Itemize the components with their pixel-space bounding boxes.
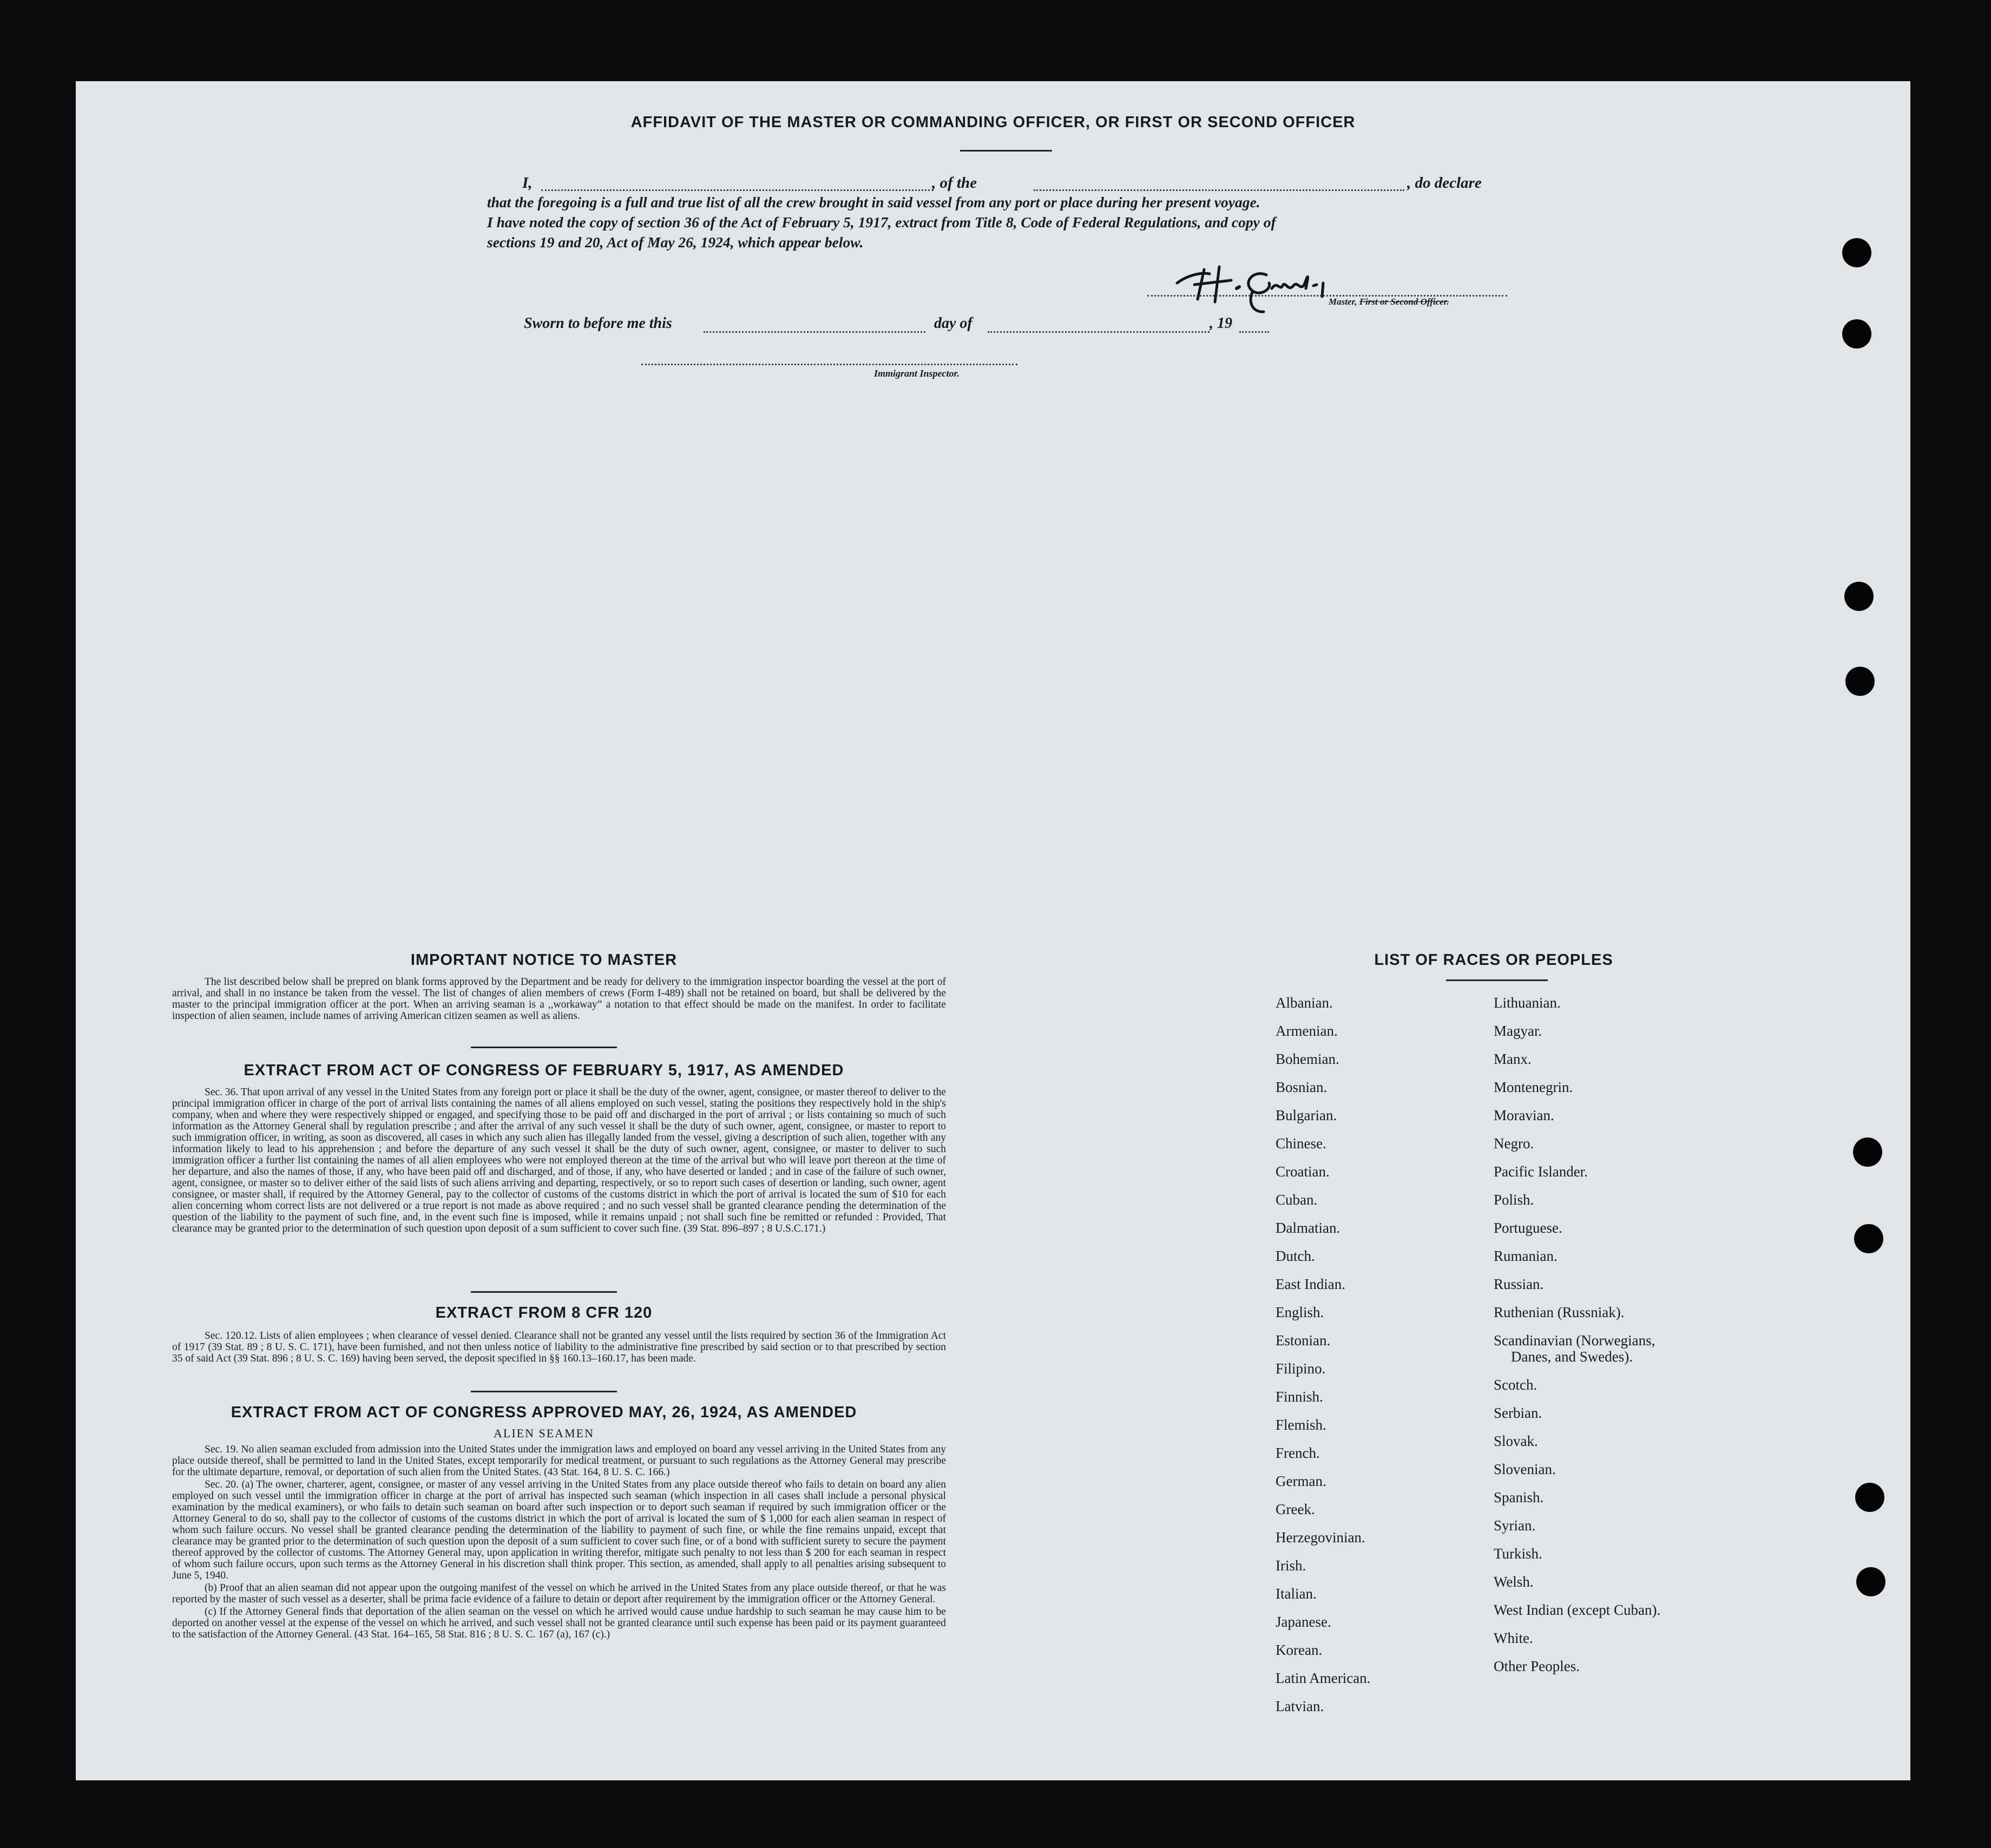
signature-line (1147, 295, 1507, 297)
inspector-line (641, 364, 1017, 365)
sec-120-paragraph: Sec. 120.12. Lists of alien employees ; when clearance of vessel denied. Clearance shall not be granted any vessel until the lists required by section 36 of the Immigration Act of 1917 (39 Stat. 89 ; 8 U. S. C. 171), have been furnished, and not then unless notice of liability to the administrative fine prescribed by said section or to that prescribed by section 35 of said Act (39 Stat. 896 ; 8 U. S. C. 169) having been served, the deposit specified in §§ 160.13–160.17, has been made. (172, 1330, 946, 1364)
sec-36-paragraph: Sec. 36. That upon arrival of any vessel in the United States from any foreign port or place it shall be the duty of the owner, agent, consignee, or master thereof to deliver to the principal immigration officer in charge of the port of arrival lists containing the names of all aliens employed on such vessel, stating the positions they respectively hold in the ship's company, when and where they were respectively shipped or engaged, and specifying those to be paid off and discharged in the port of arrival ; or lists containing so much of such information as the Attorney General shall by regulation prescribe ; and after the arrival of any such vessel it shall be the duty of such owner, agent, consignee, or master to report to such immigration officer, in writing, as soon as discovered, all cases in which any such alien has illegally landed from the vessel, giving a description of such alien, together with any information likely to lead to his apprehension ; and before the departure of any such vessel it shall be the duty of such owner, agent, consignee, or master to deliver to such immigration officer a further list containing the names of all alien employees who were not employed thereon at the time of the arrival but who will leave port thereon at the time of her departure, and also the names of those, if any, who have been paid off and discharged, and of those, if any, who have deserted or landed ; and in case of the failure of such owner, agent, consignee, or master so to deliver either of the said lists of such aliens arriving and departing, respectively, or so to report such cases of desertion or landing, such owner, agent consignee, or master shall, if required by the Attorney General, pay to the collector of customs of the customs district in which the port of arrival is located the sum of $10 for each alien concerning whom correct lists are not delivered or a true report is not made as above required ; and no such vessel shall be granted clearance pending the determination of the question of the liability to the payment of such fine, and, in the event such fine is imposed, while it remains unpaid ; not shall such fine be remitted or refunded : Provided, That clearance may be granted prior to the determination of such question upon deposit of a sum sufficient to cover such fine. (39 Stat. 896–897 ; 8 U.S.C.171.) (172, 1087, 946, 1234)
race-item: Slovenian. (1494, 1461, 1556, 1477)
race-item: White. (1494, 1630, 1533, 1646)
race-item: Ruthenian (Russniak). (1494, 1304, 1625, 1320)
race-item: Russian. (1494, 1276, 1544, 1292)
sworn-day-line (704, 331, 925, 333)
sec-20b-paragraph: (b) Proof that an alien seaman did not appear upon the outgoing manifest of the vessel on which he arrived in the United States from any place outside thereof, or that he was reported by the master of such vessel as a deserter, shall be prima facie evidence of a failure to detain or deport after requirement by the immigration officer or the Attorney General. (172, 1582, 946, 1605)
master-name-line (541, 189, 934, 191)
sworn-prefix: Sworn to before me this (524, 315, 672, 332)
signature-image (1172, 259, 1339, 318)
alien-seamen-subtitle: ALIEN SEAMEN (494, 1426, 594, 1440)
title-underline (960, 150, 1052, 152)
races-title-underline (1446, 979, 1548, 981)
race-item: Danes, and Swedes). (1511, 1349, 1633, 1365)
extract-1924-body (172, 1444, 946, 1641)
race-item: Lithuanian. (1494, 995, 1561, 1011)
race-item: Negro. (1494, 1135, 1534, 1152)
race-item: Polish. (1494, 1192, 1534, 1208)
race-item: Bohemian. (1276, 1051, 1339, 1067)
race-item: Slovak. (1494, 1433, 1538, 1449)
sec-20a-paragraph: Sec. 20. (a) The owner, charterer, agent, consignee, or master of any vessel arriving in the United States from any place outside thereof who fails to detain on board any alien employed on such vessel until the immigration officer in charge at the port of arrival has inspected such seaman (which inspection in all cases shall include a personal physical examination by the medical examiners), or who fails to detain such seaman on board after such inspection or to deport such seaman if required by such immigration officer or the Attorney General to do so, shall pay to the collector of customs of the customs district in which the port of arrival is located the sum of $ 1,000 for each alien seaman in respect of whom such failure occurs. No vessel shall be granted clearance pending the determination of the liability to payment of such fine, or while the fine remains unpaid, except that clearance may be granted prior to the determination of such question upon the deposit of a sum sufficient to cover such fine, or of a bond with sufficient surety to secure the payment thereof approved by the collector of customs. The Attorney General may, upon application in writing therefor, mitigate such penalty to not less than $ 200 for each seaman in respect of whom such failure occurs, upon such terms as the Attorney General in his discretion shall think proper. This section, as amended, shall apply to all penalties arising subsequent to June 5, 1940. (172, 1479, 946, 1581)
race-item: Manx. (1494, 1051, 1532, 1067)
divider (471, 1291, 617, 1293)
race-item: Albanian. (1276, 995, 1333, 1011)
race-item: Serbian. (1494, 1405, 1542, 1421)
inspector-caption: Immigrant Inspector. (874, 368, 960, 379)
extract-cfr-body (172, 1330, 946, 1365)
affidavit-line-2: that the foregoing is a full and true list of all the crew brought in said vessel from any port or place during her present voyage. (487, 194, 1260, 211)
affidavit-declare: , do declare (1407, 174, 1482, 192)
race-item: Welsh. (1494, 1574, 1534, 1590)
race-item: Latin American. (1276, 1670, 1371, 1686)
punch-hole (1855, 1483, 1884, 1512)
year-prefix: , 19 (1210, 315, 1232, 332)
affidavit-line-4: sections 19 and 20, Act of May 26, 1924, which appear below. (487, 234, 864, 251)
race-item: Chinese. (1276, 1135, 1326, 1152)
sec-19-paragraph: Sec. 19. No alien seaman excluded from admission into the United States under the immigration laws and employed on board any vessel arriving in the United States from any place outside thereof, shall be permitted to land in the United States, except temporarily for medical treatment, or pursuant to such regulations as the Attorney General may prescribe for the ultimate departure, removal, or deportation of such alien from the United States. (43 Stat. 164, 8 U. S. C. 166.) (172, 1444, 946, 1478)
affidavit-title: AFFIDAVIT OF THE MASTER OR COMMANDING OFFICER, OR FIRST OR SECOND OFFICER (630, 114, 1356, 131)
signer-caption (1329, 297, 1449, 307)
race-item: Portuguese. (1494, 1220, 1562, 1236)
notice-paragraph: The list described below shall be prepred on blank forms approved by the Department and be ready for delivery to the immigration inspector boarding the vessel at the port of arrival, and shall in no instance be taken from the vessel. The list of changes of alien members of crews (Form I-489) shall not be retained on board, but shall be delivered by the master to the principal immigration officer at the port. When an arriving seaman is a ,,workaway” a notation to that effect should be made on the manifest. In order to facilitate inspection of alien seamen, include names of arriving American citizen seamen as well as aliens. (172, 976, 946, 1022)
extract-1917-title: EXTRACT FROM ACT OF CONGRESS OF FEBRUARY 5, 1917, AS AMENDED (244, 1062, 844, 1079)
race-item: Syrian. (1494, 1517, 1536, 1534)
extract-cfr-title: EXTRACT FROM 8 CFR 120 (435, 1304, 653, 1321)
affidavit-i: I, (522, 174, 533, 192)
affidavit-line-3: I have noted the copy of section 36 of the Act of February 5, 1917, extract from Title 8, Code of Federal Regulations, and copy of (487, 214, 1276, 231)
divider (471, 1047, 617, 1048)
race-item: French. (1276, 1445, 1320, 1461)
punch-hole (1853, 1137, 1882, 1167)
race-item: Herzegovinian. (1276, 1529, 1365, 1546)
race-item: Greek. (1276, 1501, 1315, 1517)
race-item: German. (1276, 1473, 1326, 1489)
race-item: Spanish. (1494, 1489, 1544, 1505)
race-item: Other Peoples. (1494, 1658, 1580, 1674)
race-item: Dalmatian. (1276, 1220, 1341, 1236)
races-title: LIST OF RACES OR PEOPLES (1374, 951, 1613, 969)
punch-hole (1844, 582, 1874, 611)
sec-20c-paragraph: (c) If the Attorney General finds that deportation of the alien seaman on the vessel on which he arrived would cause undue hardship to such seaman he may cause him to be deported on another vessel at the expense of the vessel on which he arrived, and such vessel shall not be granted clearance until such expense has been paid or its payment guaranteed to the satisfaction of the Attorney General. (43 Stat. 164–165, 58 Stat. 816 ; 8 U. S. C. 167 (a), 167 (c).) (172, 1606, 946, 1640)
race-item: Italian. (1276, 1586, 1317, 1602)
race-item: Croatian. (1276, 1163, 1330, 1180)
race-item: Finnish. (1276, 1389, 1323, 1405)
race-item: Scotch. (1494, 1377, 1537, 1393)
race-item: Latvian. (1276, 1698, 1324, 1714)
punch-hole (1854, 1224, 1883, 1253)
race-item: Irish. (1276, 1557, 1306, 1574)
punch-hole (1856, 1567, 1885, 1596)
signer-caption-master: Master, (1329, 297, 1359, 307)
race-item: West Indian (except Cuban). (1494, 1602, 1661, 1618)
race-item: Dutch. (1276, 1248, 1315, 1264)
race-item: Bosnian. (1276, 1079, 1328, 1095)
punch-hole (1842, 319, 1871, 348)
race-item: Estonian. (1276, 1332, 1331, 1349)
race-item: Turkish. (1494, 1546, 1542, 1562)
sworn-year-line (1239, 331, 1269, 333)
race-item: Japanese. (1276, 1614, 1331, 1630)
race-item: Rumanian. (1494, 1248, 1558, 1264)
race-item: Moravian. (1494, 1107, 1554, 1123)
race-item: English. (1276, 1304, 1324, 1320)
race-item: East Indian. (1276, 1276, 1345, 1292)
punch-hole (1845, 667, 1875, 696)
race-item: Pacific Islander. (1494, 1163, 1588, 1180)
sworn-month-line (988, 331, 1210, 333)
race-item: Cuban. (1276, 1192, 1318, 1208)
affidavit-of-the: , of the (932, 174, 977, 192)
extract-1924-title: EXTRACT FROM ACT OF CONGRESS APPROVED MAY, 26, 1924, AS AMENDED (231, 1404, 857, 1421)
punch-hole (1842, 238, 1871, 267)
vessel-name-line (1034, 189, 1404, 191)
extract-1917-body (172, 1087, 946, 1235)
divider (471, 1391, 617, 1392)
race-item: Filipino. (1276, 1360, 1326, 1377)
notice-body (172, 976, 946, 1023)
race-item: Armenian. (1276, 1023, 1338, 1039)
signer-caption-struck: First or Second Officer. (1359, 297, 1449, 307)
race-item: Scandinavian (Norwegians, (1494, 1332, 1655, 1349)
race-item: Flemish. (1276, 1417, 1326, 1433)
race-item: Bulgarian. (1276, 1107, 1337, 1123)
race-item: Montenegrin. (1494, 1079, 1573, 1095)
race-item: Korean. (1276, 1642, 1323, 1658)
notice-title: IMPORTANT NOTICE TO MASTER (410, 951, 678, 969)
day-of: day of (934, 315, 972, 332)
race-item: Magyar. (1494, 1023, 1542, 1039)
